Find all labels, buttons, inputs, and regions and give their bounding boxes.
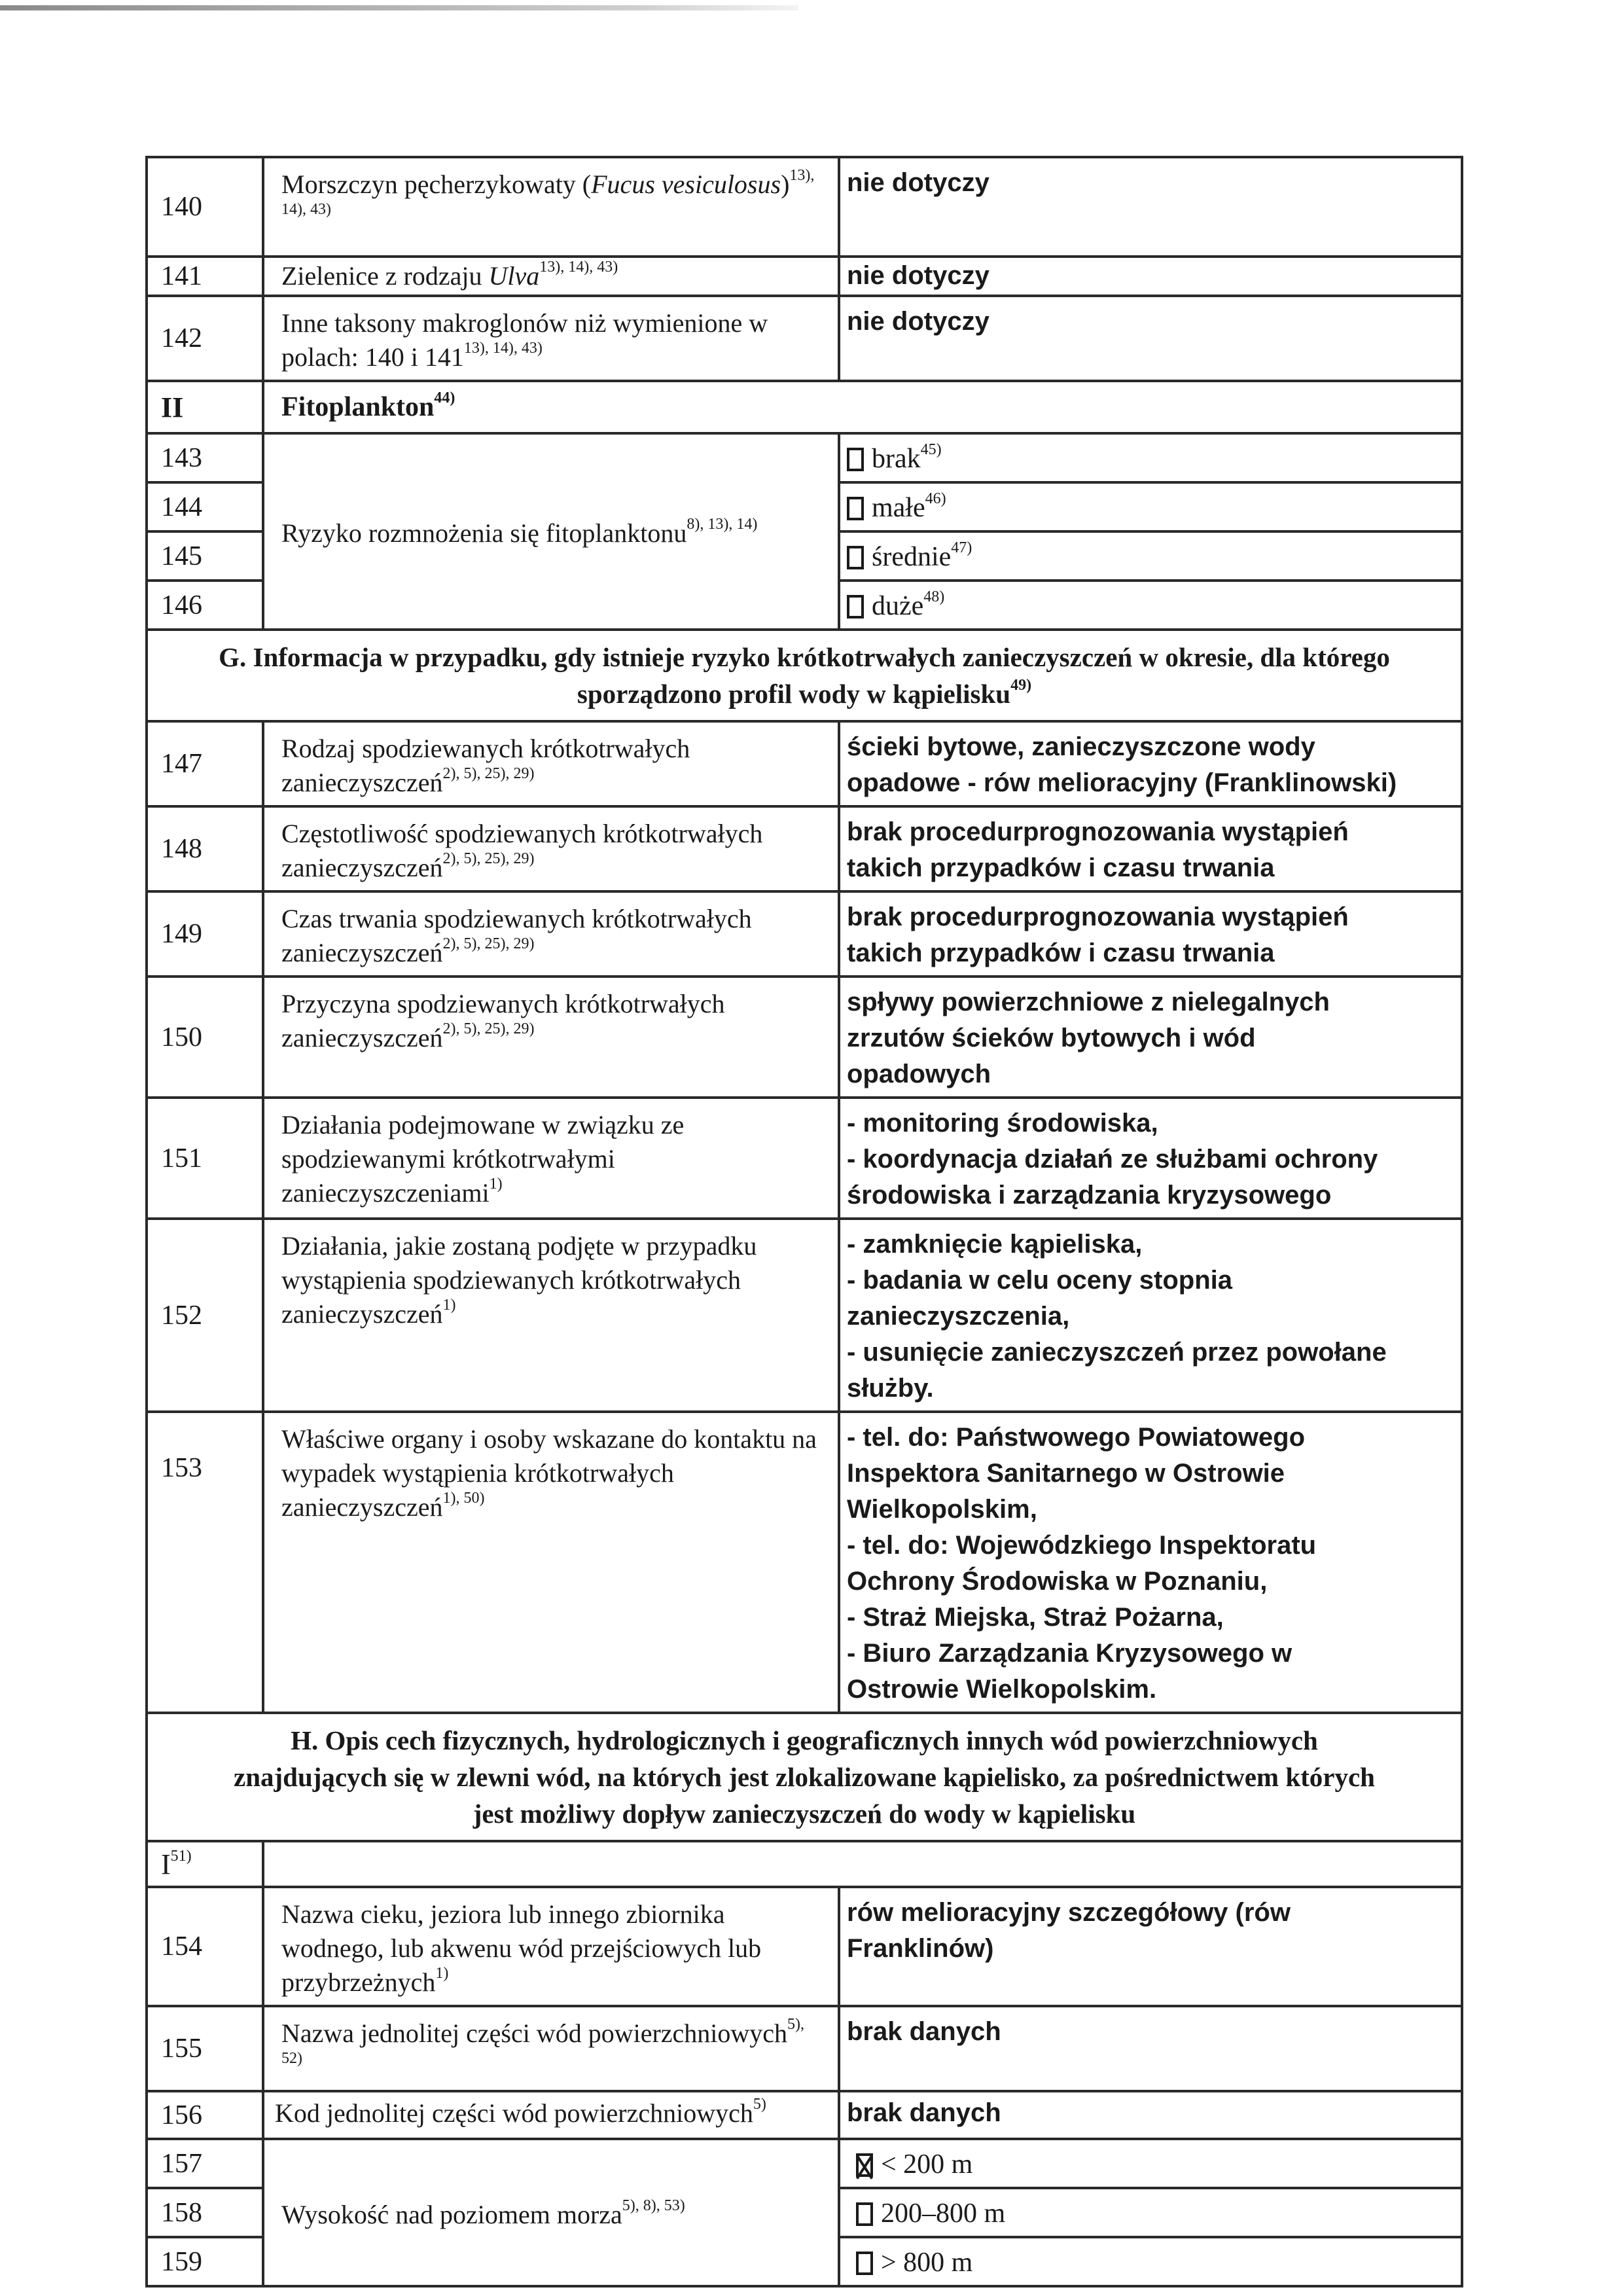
desc-text: Częstotliwość spodziewanych krótkotrwałych zanieczyszczeń — [281, 819, 763, 882]
row-description — [263, 1887, 839, 2006]
value-line: - Straż Miejska, Straż Pożarna, — [847, 1603, 1224, 1632]
value-line: brak danych — [847, 2098, 1001, 2127]
desc-text: Rodzaj spodziewanych krótkotrwałych zanieczyszczeń — [281, 734, 690, 797]
row-number: 142 — [147, 296, 263, 381]
table-row-156 — [147, 2091, 1462, 2139]
value-line: - tel. do: Państwowego Powiatowego — [847, 1423, 1306, 1452]
section-number-text: I — [161, 1848, 171, 1880]
row-value[interactable] — [839, 806, 1462, 891]
row-number: 159 — [147, 2237, 263, 2286]
table-row-157 — [147, 2139, 1462, 2188]
latin-name: Ulva — [488, 261, 540, 291]
section-number — [147, 1841, 263, 1887]
row-number: 158 — [147, 2188, 263, 2237]
row-value[interactable] — [839, 2006, 1462, 2091]
value-line: rów melioracyjny szczegółowy (rów — [847, 1898, 1291, 1927]
checkbox-icon[interactable] — [847, 497, 864, 520]
footnote-ref: 47) — [951, 539, 972, 556]
value-line: Franklinów) — [847, 1934, 994, 1963]
footnote-ref: 45) — [920, 441, 942, 458]
row-value[interactable] — [839, 721, 1462, 806]
latin-name: Fucus vesiculosus — [591, 170, 781, 199]
table-row-151 — [147, 1098, 1462, 1219]
value-line: zrzutów ścieków bytowych i wód — [847, 1024, 1256, 1052]
footnote-ref: 48) — [923, 588, 945, 605]
row-number: 155 — [147, 2006, 263, 2091]
row-number: 145 — [147, 531, 263, 581]
row-description — [263, 977, 839, 1098]
row-number: 147 — [147, 721, 263, 806]
checkbox-icon[interactable] — [847, 595, 864, 619]
row-number: 140 — [147, 157, 263, 257]
desc-text: Nazwa cieku, jeziora lub innego zbiornika wodnego, lub akwenu wód przejściowych lub przybrzeżnych — [281, 1899, 762, 1997]
value-line: - Biuro Zarządzania Kryzysowego w — [847, 1639, 1293, 1668]
option-label: średnie — [872, 542, 952, 572]
footnote-ref: 8), 13), 14) — [687, 516, 758, 533]
checkbox-icon[interactable] — [856, 2202, 873, 2226]
footnote-ref: 5), 8), 53) — [622, 2197, 685, 2214]
row-number: 144 — [147, 482, 263, 531]
row-description — [263, 2006, 839, 2091]
row-value[interactable] — [839, 2091, 1462, 2139]
desc-text: Ryzyko rozmnożenia się fitoplanktonu — [281, 518, 687, 548]
value-line: Ochrony Środowiska w Poznaniu, — [847, 1567, 1268, 1596]
value-line: takich przypadków i czasu trwania — [847, 853, 1275, 882]
desc-text: Nazwa jednolitej części wód powierzchniowych — [281, 2018, 788, 2048]
table-row-148 — [147, 806, 1462, 891]
value-line: środowiska i zarządzania kryzysowego — [847, 1181, 1332, 1210]
value-line: takich przypadków i czasu trwania — [847, 939, 1275, 967]
desc-text: ) — [781, 170, 790, 199]
footnote-ref: 1), 50) — [442, 1490, 485, 1507]
row-number: 152 — [147, 1219, 263, 1412]
desc-text: Przyczyna spodziewanych krótkotrwałych zanieczyszczeń — [281, 989, 725, 1052]
footnote-ref: 44) — [434, 389, 455, 406]
desc-text: Kod jednolitej części wód powierzchniowych — [275, 2098, 753, 2128]
row-value[interactable] — [839, 891, 1462, 977]
value-line: opadowe - rów melioracyjny (Franklinowski) — [847, 768, 1397, 797]
section-title — [263, 381, 1462, 433]
section-header-i — [147, 1841, 1462, 1887]
altitude-description — [263, 2139, 839, 2286]
value-line: brak danych — [847, 2017, 1001, 2046]
section-title-text: G. Informacja w przypadku, gdy istnieje ryzyko krótkotrwałych zanieczyszczeń w okresie, dla którego sporządzono profil wody w kąpielisku — [219, 642, 1390, 709]
value-line: służby. — [847, 1374, 934, 1403]
scan-edge-line — [0, 5, 798, 10]
section-h-title — [147, 1713, 1462, 1841]
footnote-ref: 5) — [753, 2096, 766, 2113]
option-label: duże — [872, 591, 924, 621]
value-line: spływy powierzchniowe z nielegalnych — [847, 988, 1330, 1016]
section-number: II — [147, 381, 263, 433]
footnote-ref: 2), 5), 25), 29) — [442, 850, 535, 867]
row-number: 148 — [147, 806, 263, 891]
section-title-line: H. Opis cech fizycznych, hydrologicznych i geograficznych innych wód powierzchniowych — [291, 1725, 1318, 1755]
row-number: 149 — [147, 891, 263, 977]
footnote-ref: 5), 52) — [281, 2016, 805, 2067]
desc-text: Inne taksony makroglonów niż wymienione w polach: 140 i 141 — [281, 308, 768, 372]
section-header-g — [147, 630, 1462, 721]
section-i-blank — [263, 1841, 1462, 1887]
value-line: opadowych — [847, 1060, 991, 1088]
row-value[interactable]: nie dotyczy — [839, 257, 1462, 296]
footnote-ref: 2), 5), 25), 29) — [442, 935, 535, 952]
checkbox-icon[interactable] — [847, 448, 864, 471]
row-description — [263, 1219, 839, 1412]
checkbox-checked-icon[interactable] — [856, 2153, 873, 2177]
desc-text: Czas trwania spodziewanych krótkotrwałych zanieczyszczeń — [281, 904, 752, 967]
option-label: 200–800 m — [881, 2198, 1006, 2229]
table-row-150 — [147, 977, 1462, 1098]
checkbox-icon[interactable] — [847, 546, 864, 569]
row-number: 150 — [147, 977, 263, 1098]
table-row-152 — [147, 1219, 1462, 1412]
row-value[interactable] — [839, 1412, 1462, 1713]
row-number: 146 — [147, 581, 263, 630]
row-description — [263, 2091, 839, 2139]
section-title-text: Fitoplankton — [281, 392, 435, 422]
value-line: - usunięcie zanieczyszczeń przez powołane — [847, 1338, 1387, 1367]
value-line: - tel. do: Wojewódzkiego Inspektoratu — [847, 1531, 1317, 1560]
desc-text: Morszczyn pęcherzykowaty ( — [281, 170, 592, 199]
value-line: - badania w celu oceny stopnia — [847, 1266, 1233, 1295]
value-line: Inspektora Sanitarnego w Ostrowie — [847, 1459, 1285, 1488]
section-header-fitoplankton — [147, 381, 1462, 433]
table-row-143 — [147, 433, 1462, 482]
table-row-154 — [147, 1887, 1462, 2006]
table-row-147 — [147, 721, 1462, 806]
row-value[interactable]: nie dotyczy — [839, 296, 1462, 381]
footnote-ref: 49) — [1010, 677, 1032, 694]
footnote-ref: 1) — [442, 1297, 456, 1314]
row-number: 157 — [147, 2139, 263, 2188]
option-brak[interactable] — [839, 433, 1462, 482]
option-srednie[interactable] — [839, 531, 1462, 581]
desc-text: Działania podejmowane w związku ze spodziewanymi krótkotrwałymi zanieczyszczeniami — [281, 1110, 685, 1208]
row-number: 153 — [147, 1412, 263, 1713]
footnote-ref: 13), 14), 43) — [281, 167, 815, 218]
value-line: brak procedurprognozowania wystąpień — [847, 817, 1349, 846]
row-description — [263, 296, 839, 381]
row-description — [263, 157, 839, 257]
row-description — [263, 1412, 839, 1713]
footnote-ref: 13), 14), 43) — [539, 259, 618, 276]
footnote-ref: 13), 14), 43) — [463, 340, 543, 357]
table-row-141 — [147, 257, 1462, 296]
value-line: - koordynacja działań ze służbami ochrony — [847, 1145, 1378, 1174]
desc-text: Właściwe organy i osoby wskazane do kontaktu na wypadek wystąpienia krótkotrwałych zanieczyszczeń — [281, 1424, 817, 1522]
row-description — [263, 891, 839, 977]
bathing-water-profile-table — [145, 156, 1463, 2287]
section-g-title — [147, 630, 1462, 721]
option-label: > 800 m — [881, 2248, 973, 2278]
row-value[interactable] — [839, 1887, 1462, 2006]
option-label: małe — [872, 493, 925, 523]
table-row-155 — [147, 2006, 1462, 2091]
footnote-ref: 46) — [925, 490, 946, 507]
footnote-ref: 2), 5), 25), 29) — [442, 765, 535, 782]
row-description — [263, 257, 839, 296]
table-row-149 — [147, 891, 1462, 977]
option-above-800[interactable] — [839, 2237, 1462, 2286]
value-line: ścieki bytowe, zanieczyszczone wody — [847, 732, 1315, 761]
row-value[interactable] — [839, 977, 1462, 1098]
row-number: 156 — [147, 2091, 263, 2139]
value-line: - zamknięcie kąpieliska, — [847, 1230, 1143, 1259]
row-number: 154 — [147, 1887, 263, 2006]
desc-text: Wysokość nad poziomem morza — [281, 2199, 622, 2229]
row-value[interactable]: nie dotyczy — [839, 157, 1462, 257]
value-line: Ostrowie Wielkopolskim. — [847, 1675, 1157, 1704]
option-below-200[interactable] — [839, 2139, 1462, 2188]
desc-text: Działania, jakie zostaną podjęte w przypadku wystąpienia spodziewanych krótkotrwałych zanieczyszczeń — [281, 1231, 757, 1329]
phytoplankton-risk-description — [263, 433, 839, 630]
footnote-ref: 1) — [435, 1965, 449, 1982]
option-label: < 200 m — [881, 2149, 973, 2179]
row-number: 141 — [147, 257, 263, 296]
section-title-line: jest możliwy dopływ zanieczyszczeń do wody w kąpielisku — [473, 1799, 1136, 1829]
section-header-h — [147, 1713, 1462, 1841]
row-number: 143 — [147, 433, 263, 482]
row-number: 151 — [147, 1098, 263, 1219]
table-row-140 — [147, 157, 1462, 257]
option-label: brak — [872, 444, 921, 474]
option-200-800[interactable] — [839, 2188, 1462, 2237]
footnote-ref: 2), 5), 25), 29) — [442, 1020, 535, 1037]
footnote-ref: 51) — [170, 1847, 192, 1865]
row-description — [263, 1098, 839, 1219]
option-male[interactable] — [839, 482, 1462, 531]
desc-text: Zielenice z rodzaju — [281, 261, 489, 291]
row-description — [263, 806, 839, 891]
value-line: zanieczyszczenia, — [847, 1302, 1070, 1331]
value-line: brak procedurprognozowania wystąpień — [847, 903, 1349, 931]
row-value[interactable] — [839, 1098, 1462, 1219]
section-title-line: znajdujących się w zlewni wód, na których jest zlokalizowane kąpielisko, za pośrednictwem których — [234, 1762, 1375, 1792]
value-line: - monitoring środowiska, — [847, 1109, 1158, 1138]
table-row-142 — [147, 296, 1462, 381]
row-value[interactable] — [839, 1219, 1462, 1412]
option-duze[interactable] — [839, 581, 1462, 630]
table-row-153 — [147, 1412, 1462, 1713]
footnote-ref: 1) — [489, 1175, 503, 1193]
value-line: Wielkopolskim, — [847, 1495, 1037, 1524]
checkbox-icon[interactable] — [856, 2251, 873, 2275]
row-description — [263, 721, 839, 806]
